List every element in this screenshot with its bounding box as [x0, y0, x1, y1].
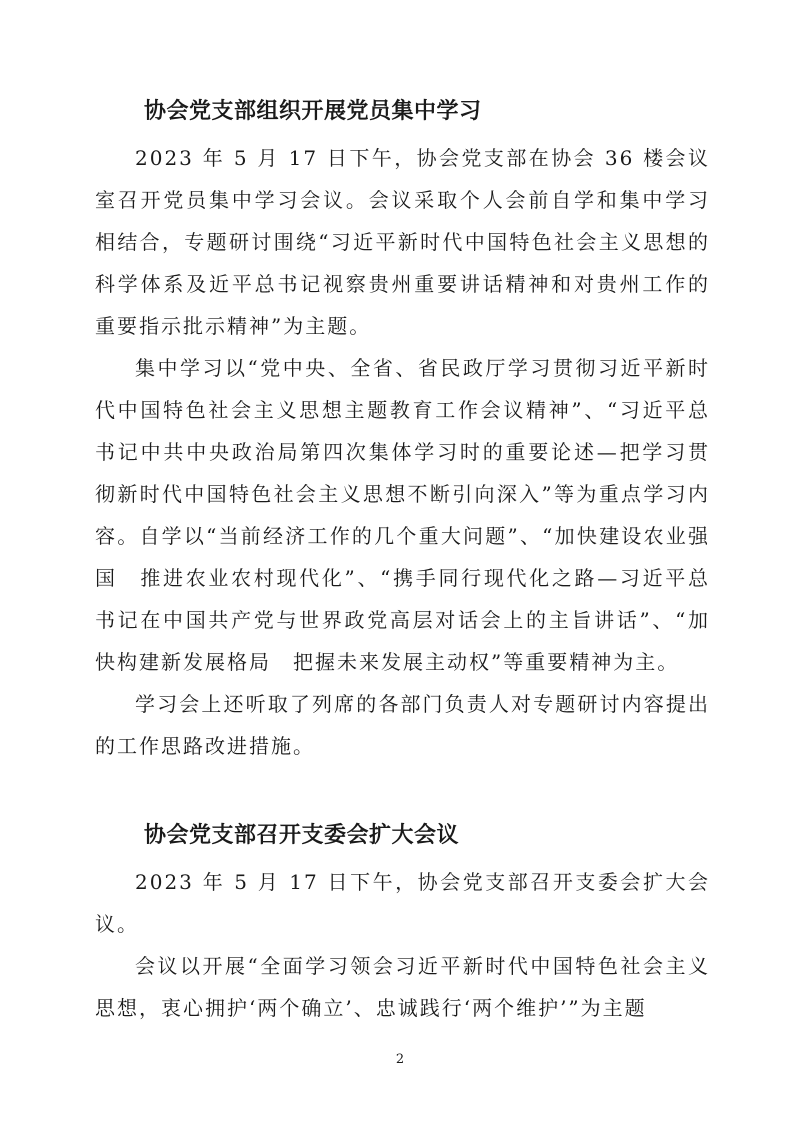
paragraph: 学习会上还听取了列席的各部门负责人对专题研讨内容提出的工作思路改进措施。 — [95, 692, 710, 758]
page-number: 2 — [395, 1052, 405, 1067]
paragraph: 2023 年 5 月 17 日下午，协会党支部在协会 36 楼会议室召开党员集中学习会议。会议采取个人会前自学和集中学习相结合，专题研讨围绕“习近平新时代中国特色社会主义思想的科学体系及近平总书记视察贵州重要讲话精神和对贵州工作的重要指示批示精神”为主题。 — [95, 146, 710, 338]
section-heading: 协会党支部召开支委会扩大会议 — [144, 823, 460, 848]
section-spacer — [95, 767, 710, 819]
section-heading: 协会党支部组织开展党员集中学习 — [144, 99, 482, 124]
document-body — [95, 95, 710, 1029]
section-committee-meeting — [95, 819, 710, 1029]
paragraph: 会议以开展“全面学习领会习近平新时代中国特色社会主义思想，衷心拥护‘两个确立’、忠诚践行‘两个维护’”为主题 — [95, 954, 710, 1020]
section-party-study — [95, 95, 710, 767]
paragraph: 集中学习以“党中央、全省、省民政厅学习贯彻习近平新时代中国特色社会主义思想主题教育工作会议精神”、“习近平总书记中共中央政治局第四次集体学习时的重要论述—把学习贯彻新时代中国特色社会主义思想不断引向深入”等为重点学习内容。自学以“当前经济工作的几个重大问题”、“加快建设农业强国 推进农业农村现代化”、“携手同行现代化之路—习近平总书记在中国共产党与世界政党高层对话会上的主旨讲话”、“加快构建新发展格局 把握未来发展主动权”等重要精神为主。 — [95, 356, 710, 674]
paragraph: 2023 年 5 月 17 日下午，协会党支部召开支委会扩大会议。 — [95, 870, 710, 936]
